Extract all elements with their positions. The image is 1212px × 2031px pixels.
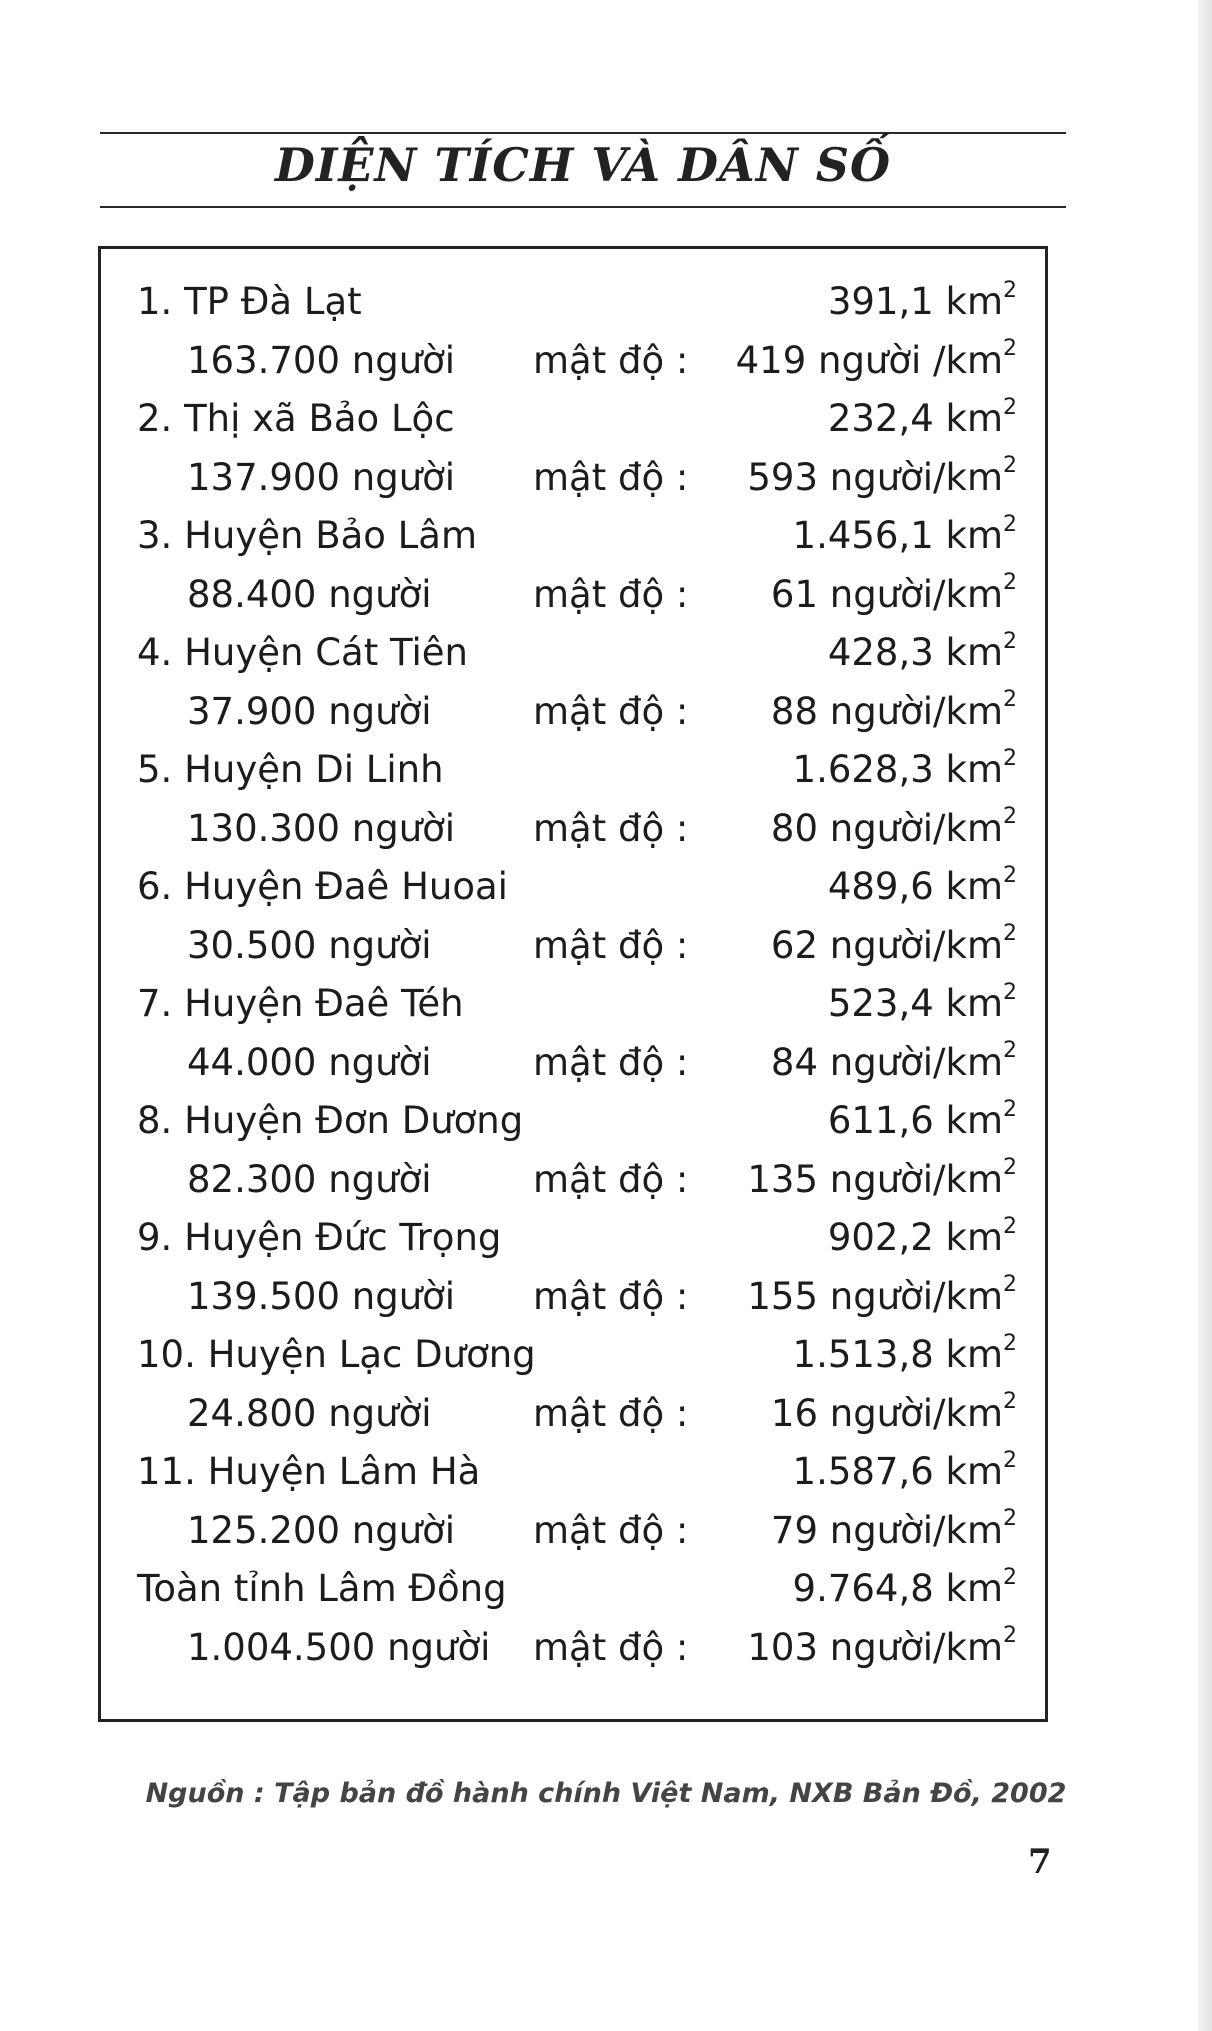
page-title: DIỆN TÍCH VÀ DÂN SỐ xyxy=(274,138,892,192)
district-population: 137.900 người xyxy=(187,455,456,499)
district-name-row xyxy=(101,507,1045,566)
density-label: mật độ : xyxy=(533,455,689,499)
district-name-row xyxy=(101,975,1045,1034)
district-population: 130.300 người xyxy=(187,806,456,850)
district-area: 489,6 $km^2$ xyxy=(827,862,1017,908)
district-name: 8. Huyện Đơn Dương xyxy=(137,1099,524,1142)
density-label: mật độ : xyxy=(533,1040,689,1084)
district-name: 6. Huyện Đaê Huoai xyxy=(137,865,508,908)
district-area: 1.456,1 $km^2$ xyxy=(792,511,1017,557)
district-density-row xyxy=(101,683,1045,742)
district-name: 2. Thị xã Bảo Lộc xyxy=(137,397,455,440)
district-area: 1.587,6 $km^2$ xyxy=(792,1447,1017,1493)
district-density-row xyxy=(101,1619,1045,1678)
density-label: mật độ : xyxy=(533,1508,689,1552)
district-density: 155 người/$km^2$ xyxy=(747,1272,1017,1318)
density-label: mật độ : xyxy=(533,689,689,733)
district-area: 902,2 $km^2$ xyxy=(827,1213,1017,1259)
density-label: mật độ : xyxy=(533,1274,689,1318)
title-top-rule xyxy=(100,132,1066,134)
district-area: 1.513,8 $km^2$ xyxy=(792,1330,1017,1376)
district-area: 428,3 $km^2$ xyxy=(827,628,1017,674)
district-population: 88.400 người xyxy=(187,572,432,616)
district-population: 82.300 người xyxy=(187,1157,432,1201)
district-density-row xyxy=(101,332,1045,391)
district-density-row xyxy=(101,1151,1045,1210)
district-density-row xyxy=(101,1268,1045,1327)
district-density: 61 người/$km^2$ xyxy=(770,570,1017,616)
district-density-row xyxy=(101,1502,1045,1561)
district-name-row xyxy=(101,390,1045,449)
district-population: 44.000 người xyxy=(187,1040,432,1084)
density-label: mật độ : xyxy=(533,1625,689,1669)
district-density: 16 người/$km^2$ xyxy=(770,1389,1017,1435)
density-label: mật độ : xyxy=(533,338,689,382)
district-name: 10. Huyện Lạc Dương xyxy=(137,1333,536,1376)
district-name-row xyxy=(101,1560,1045,1619)
district-population: 139.500 người xyxy=(187,1274,456,1318)
district-area: 1.628,3 $km^2$ xyxy=(792,745,1017,791)
district-name-row xyxy=(101,1092,1045,1151)
district-area: 232,4 $km^2$ xyxy=(827,394,1017,440)
district-population: 163.700 người xyxy=(187,338,456,382)
title-bottom-rule xyxy=(100,206,1066,208)
district-density: 84 người/$km^2$ xyxy=(770,1038,1017,1084)
district-density-row xyxy=(101,917,1045,976)
district-density: 419 người $/km^2$ xyxy=(735,336,1017,382)
district-density: 80 người/$km^2$ xyxy=(770,804,1017,850)
source-note: Nguồn : Tập bản đồ hành chính Việt Nam, NXB Bản Đồ, 2002 xyxy=(145,1778,1067,1809)
district-name: 1. TP Đà Lạt xyxy=(137,280,362,323)
district-density-row xyxy=(101,800,1045,859)
density-label: mật độ : xyxy=(533,1157,689,1201)
district-population: 37.900 người xyxy=(187,689,432,733)
district-population: 125.200 người xyxy=(187,1508,456,1552)
district-density-row xyxy=(101,449,1045,508)
district-name: 4. Huyện Cát Tiên xyxy=(137,631,468,674)
district-density-row xyxy=(101,1385,1045,1444)
density-label: mật độ : xyxy=(533,572,689,616)
density-label: mật độ : xyxy=(533,1391,689,1435)
district-name-row xyxy=(101,1209,1045,1268)
district-density: 79 người/$km^2$ xyxy=(770,1506,1017,1552)
district-name-row xyxy=(101,1326,1045,1385)
district-population: 24.800 người xyxy=(187,1391,432,1435)
district-density-row xyxy=(101,566,1045,625)
district-density: 103 người/$km^2$ xyxy=(747,1623,1017,1669)
district-name: Toàn tỉnh Lâm Đồng xyxy=(137,1567,507,1610)
district-density-row xyxy=(101,1034,1045,1093)
district-density: 62 người/$km^2$ xyxy=(770,921,1017,967)
district-population: 1.004.500 người xyxy=(187,1625,491,1669)
district-name-row xyxy=(101,624,1045,683)
district-area: 9.764,8 $km^2$ xyxy=(792,1564,1017,1610)
district-name-row xyxy=(101,1443,1045,1502)
district-name-row xyxy=(101,273,1045,332)
statistics-table xyxy=(98,246,1048,1722)
statistics-rows xyxy=(101,273,1045,1677)
district-name: 5. Huyện Di Linh xyxy=(137,748,444,791)
district-name: 9. Huyện Đức Trọng xyxy=(137,1216,502,1259)
district-density: 135 người/$km^2$ xyxy=(747,1155,1017,1201)
district-area: 391,1 $km^2$ xyxy=(827,277,1017,323)
district-area: 523,4 $km^2$ xyxy=(827,979,1017,1025)
district-name-row xyxy=(101,858,1045,917)
density-label: mật độ : xyxy=(533,806,689,850)
district-name: 3. Huyện Bảo Lâm xyxy=(137,514,477,557)
density-label: mật độ : xyxy=(533,923,689,967)
district-name: 7. Huyện Đaê Téh xyxy=(137,982,464,1025)
district-density: 593 người/$km^2$ xyxy=(747,453,1017,499)
page-number: 7 xyxy=(1028,1842,1052,1882)
district-population: 30.500 người xyxy=(187,923,432,967)
district-name-row xyxy=(101,741,1045,800)
district-area: 611,6 $km^2$ xyxy=(827,1096,1017,1142)
page-edge xyxy=(1198,0,1212,2031)
district-density: 88 người/$km^2$ xyxy=(770,687,1017,733)
district-name: 11. Huyện Lâm Hà xyxy=(137,1450,481,1493)
